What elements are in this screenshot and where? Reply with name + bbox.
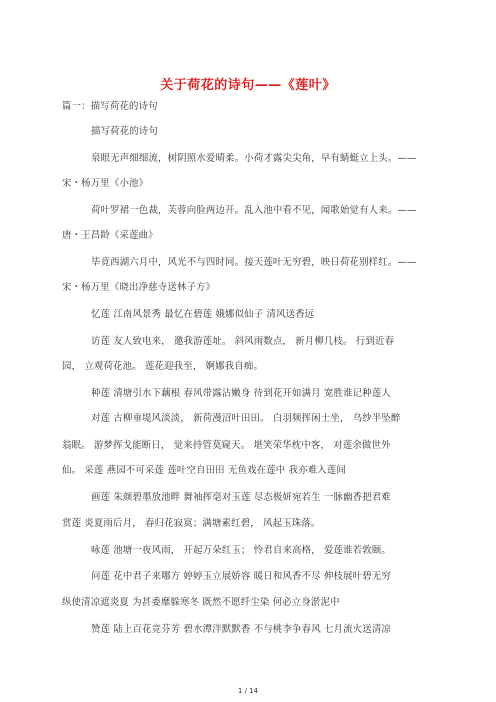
poem-line: 画莲 朱颜碧墨放池畔 舞袖挥毫对玉莲 尽态极妍宛若生 一脉幽香把君难 [91,492,391,503]
poem-line: 忆莲 江南风景秀 最忆在碧莲 娥娜似仙子 清风送香远 [91,309,315,320]
poem-attribution: 宋・杨万里《晓出净慈寺送林子方》 [62,282,216,293]
section-heading: 篇一：描写荷花的诗句 [62,101,158,112]
poem-line: 对莲 古柳垂堤风淡淡， 新荷漫沼叶田田。 白羽频挥闲士坐， 乌纱半坠醉 [91,413,401,424]
poem-attribution: 唐・王昌龄《采莲曲》 [62,230,158,241]
poem-line: 纵使清凉遮炎夏 为甚委靡躲寒冬 既然不愿纤尘染 何必立身淤泥中 [62,597,340,608]
poem-line: 咏莲 池塘一夜风雨， 开起万朵红玉； 怜君自来高格， 爱莲谁若敦颐。 [91,545,391,556]
poem-line: 访莲 友人致电来， 邀我游莲址。 斜风雨数点， 新月柳几枝。 行到近春 [91,336,395,347]
poem-line: 种莲 清塘引水下藕根 春风带露沾嫩身 待到花开如满月 宽胜谁记种莲人 [91,388,391,399]
poem-attribution: 宋・杨万里《小池》 [62,178,149,189]
poem-line: 荷叶罗裙一色裁，芙蓉向脸两边开。乱入池中看不见，闻歌始觉有人来。—— [91,205,417,216]
poem-line: 仙。 采莲 燕园不可采莲 莲叶空自田田 无鱼戏在莲中 我亦难入莲间 [62,465,347,476]
subheading: 描写荷花的诗句 [91,126,159,137]
poem-line: 毕竟西湖六月中，风光不与四时同。接天莲叶无穷碧，映日荷花别样红。—— [91,257,417,268]
poem-line: 赏莲 炎夏雨后月， 春归花寂寞；满塘素红碧， 风起玉珠落。 [62,518,321,529]
poem-line: 园， 立观荷花池。 莲花迎我至， 婀娜我自痴。 [62,361,264,372]
poem-line: 翁眠。 游梦挥戈能断日， 觉来持管莫窥天。 堪笑荣华枕中客， 对莲余做世外 [62,440,391,451]
page-number: 1 / 14 [237,687,259,695]
document-title: 关于荷花的诗句——《莲叶》 [160,78,336,93]
poem-line: 泉眼无声细细流，树阴照水爱晴柔。小荷才露尖尖角，早有蜻蜓立上头。—— [91,153,417,164]
poem-line: 问莲 花中君子来哪方 婷婷玉立展娇容 暖日和风香不尽 伸枝展叶碧无穷 [91,571,391,582]
poem-line: 赞莲 陆上百花竞芬芳 碧水潭泮默默香 不与桃李争春风 七月流火送清凉 [91,624,391,635]
